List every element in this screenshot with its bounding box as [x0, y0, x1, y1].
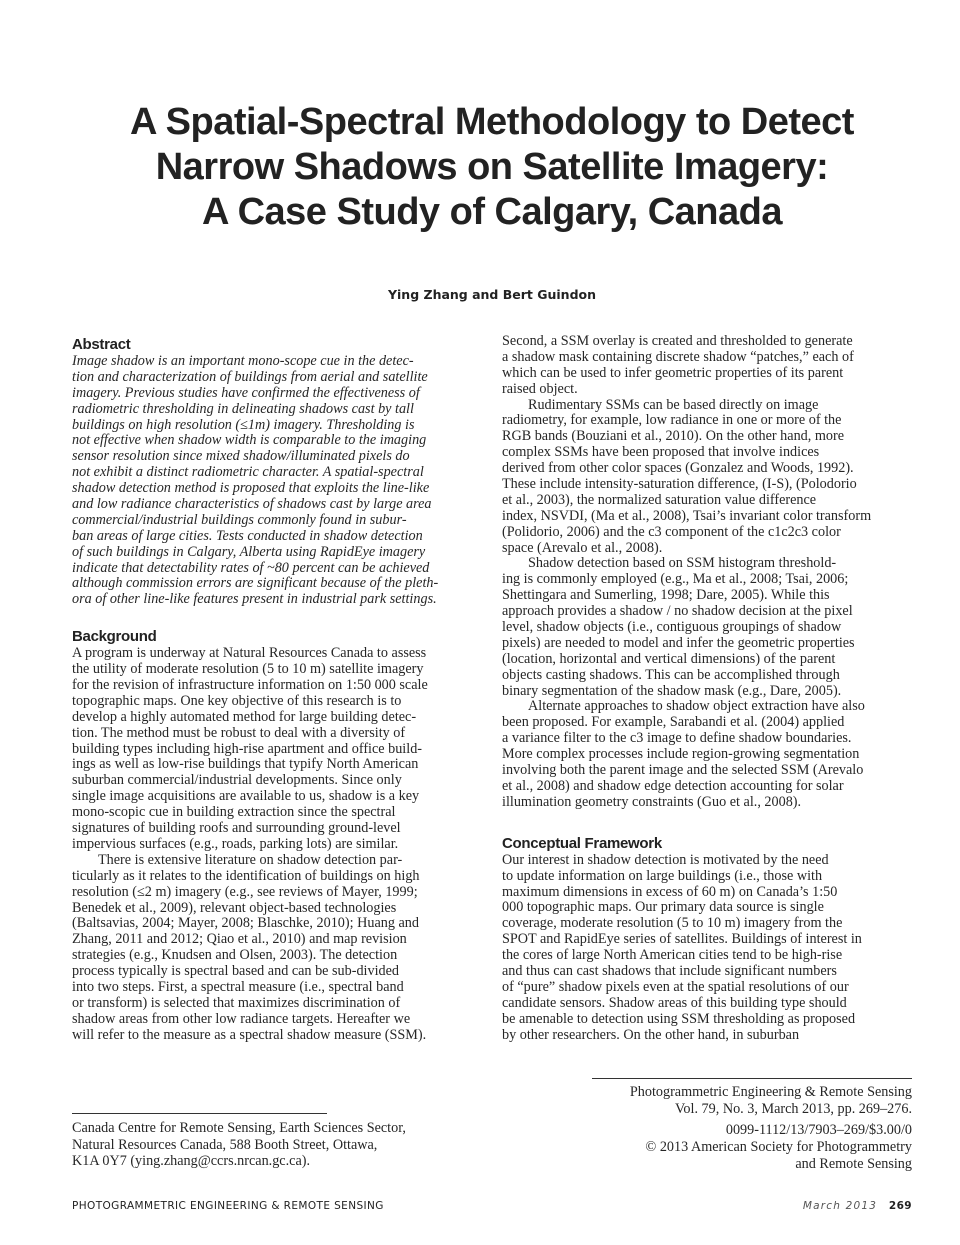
text-line: (Baltsavias, 2004; Mayer, 2008; Blaschke, 2010); Huang and — [72, 915, 419, 932]
text-line: signatures of building roofs and surrounding ground-level — [72, 820, 401, 837]
abstract-text — [72, 354, 478, 608]
background-heading: Background — [72, 628, 157, 646]
text-line: binary segmentation of the shadow mask (e.g., Dare, 2005). — [502, 682, 842, 699]
text-line: et al., 2008) and shadow edge detection accounting for solar — [502, 777, 844, 794]
text-line: the utility of moderate resolution (5 to 10 m) satellite imagery — [72, 661, 424, 678]
text-line: not effective when shadow width is comparable to the imaging — [72, 432, 427, 449]
text-line: impervious surfaces (e.g., roads, parking lots) are similar. — [72, 835, 399, 852]
right-column — [502, 334, 908, 1043]
text-line: indicate that detectability rates of ~80 percent can be achieved — [72, 559, 430, 576]
text-line: involving both the parent image and the selected SSM (Arevalo — [502, 762, 864, 779]
text-line: A program is underway at Natural Resources Canada to assess — [72, 645, 427, 662]
text-line: and low radiance characteristics of shadows cast by large area — [72, 496, 432, 513]
text-line: topographic maps. One key objective of this research is to — [72, 692, 402, 709]
text-line: mono-scopic cue in building extraction since the spectral — [72, 804, 396, 821]
text-line: Vol. 79, No. 3, March 2013, pp. 269–276. — [675, 1101, 912, 1117]
text-line: radiometry, for example, low radiance in one or more of the — [502, 412, 842, 429]
title-line: A Spatial-Spectral Methodology to Detect — [130, 101, 854, 143]
text-line: Canada Centre for Remote Sensing, Earth Sciences Sector, — [72, 1120, 406, 1136]
text-line: illumination geometry constraints (Guo et al., 2008). — [502, 793, 802, 810]
author-names: Ying Zhang and Bert Guindon — [387, 287, 597, 302]
text-line: K1A 0Y7 (ying.zhang@ccrs.nrcan.gc.ca). — [72, 1153, 311, 1169]
text-line: et al., 2003), the normalized saturation value difference — [502, 491, 817, 508]
text-line: and Remote Sensing — [795, 1156, 912, 1172]
text-line: process typically is spectral based and can be sub-divided — [72, 963, 399, 980]
text-line: 000 topographic maps. Our primary data source is single — [502, 899, 824, 916]
text-line: a variance filter to the c3 image to define shadow boundaries. — [502, 730, 852, 747]
text-line: index, NSVDI, (Ma et al., 2008), Tsai’s invariant color transform — [502, 507, 872, 524]
text-line: coverage, moderate resolution (5 to 10 m) imagery from the — [502, 915, 843, 932]
conceptual-text — [502, 853, 908, 1044]
text-line: 0099-1112/13/7903–269/$3.00/0 — [725, 1122, 912, 1138]
page-number: 269 — [888, 1200, 912, 1212]
text-line: of “pure” shadow pixels even at the spatial resolutions of our — [502, 978, 849, 995]
article-title — [72, 100, 912, 235]
text-line: Natural Resources Canada, 588 Booth Street, Ottawa, — [72, 1136, 378, 1153]
text-line: Photogrammetric Engineering & Remote Sensing — [629, 1084, 912, 1100]
text-line: which can be used to infer geometric properties of its parent — [502, 364, 844, 381]
text-line: ticularly as it relates to the identification of buildings on high — [72, 867, 420, 884]
issue-month: March 2013 — [802, 1200, 878, 1212]
text-line: been proposed. For example, Sarabandi et al. (2004) applied — [502, 714, 845, 731]
text-line: by other researchers. On the other hand, in suburban — [502, 1026, 800, 1043]
text-line: derived from other color spaces (Gonzalez and Woods, 1992). — [502, 460, 854, 477]
text-line: (Polidorio, 2006) and the c3 component of the c1c2c3 color — [502, 523, 841, 540]
text-line: radiometric thresholding in delineating shadows cast by tall — [72, 400, 414, 417]
text-line: Image shadow is an important mono-scope cue in the detec- — [72, 353, 414, 369]
text-line: for the revision of infrastructure information on 1:50 000 scale — [72, 677, 428, 694]
text-line: the cores of large North American cities tend to be high-rise — [502, 947, 843, 964]
journal-citation — [560, 1084, 912, 1173]
text-line: shadow areas from other low radiance targets. Hereafter we — [72, 1010, 411, 1027]
text-line: a shadow mask containing discrete shadow “patches,” each of — [502, 348, 854, 365]
running-footer-journal: PHOTOGRAMMETRIC ENGINEERING & REMOTE SENSING — [72, 1200, 384, 1212]
text-line: Shettingara and Sumerling, 1998; Dare, 2005). While this — [502, 587, 830, 604]
text-line: to update information on large buildings (i.e., those with — [502, 867, 823, 884]
running-footer-page-info — [803, 1200, 912, 1212]
text-line: although commission errors are significant because of the pleth- — [72, 575, 439, 592]
text-line: tion. The method must be robust to deal with a diversity of — [72, 724, 406, 741]
text-line: ing is commonly employed (e.g., Ma et al., 2008; Tsai, 2006; — [502, 571, 849, 588]
text-line: Shadow detection based on SSM histogram threshold- — [528, 555, 837, 572]
text-line: complex SSMs have been proposed that involve indices — [502, 444, 820, 461]
text-line: Zhang, 2011 and 2012; Qiao et al., 2010) and map revision — [72, 931, 407, 948]
author-affiliation-footnote — [72, 1120, 472, 1170]
text-line: There is extensive literature on shadow detection par- — [98, 851, 403, 868]
text-line: These include intensity-saturation difference, (I-S), (Polodorio — [502, 476, 857, 493]
text-line: approach provides a shadow / no shadow decision at the pixel — [502, 603, 853, 620]
text-line: and thus can cast shadows that include significant numbers — [502, 962, 837, 979]
text-line: level, shadow objects (i.e., contiguous groupings of shadow — [502, 619, 842, 636]
text-line: buildings on high resolution (≤1m) imagery. Thresholding is — [72, 416, 415, 433]
text-line: space (Arevalo et al., 2008). — [502, 539, 663, 556]
text-line: or transform) is selected that maximizes discrimination of — [72, 994, 401, 1011]
text-line: develop a highly automated method for large building detec- — [72, 708, 417, 725]
text-line: Benedek et al., 2009), relevant object-based technologies — [72, 899, 397, 916]
left-column — [72, 334, 478, 1044]
text-line: tion and characterization of buildings from aerial and satellite — [72, 368, 428, 385]
text-line: raised object. — [502, 380, 578, 397]
text-line: Our interest in shadow detection is motivated by the need — [502, 851, 829, 868]
text-line: will refer to the measure as a spectral shadow measure (SSM). — [72, 1026, 427, 1043]
text-line: imagery. Previous studies have confirmed the effectiveness of — [72, 384, 420, 401]
text-line: Second, a SSM overlay is created and thresholded to generate — [502, 333, 853, 349]
text-line: maximum dimensions in excess of 60 m) on Canada’s 1:50 — [502, 883, 838, 900]
title-line: A Case Study of Calgary, Canada — [202, 191, 782, 233]
text-line: ban areas of large cities. Tests conducted in shadow detection — [72, 527, 423, 544]
text-line: single image acquisitions are available to us, shadow is a key — [72, 788, 420, 805]
text-line: not exhibit a distinct radiometric character. A spatial-spectral — [72, 464, 424, 481]
text-line: (location, horizontal and vertical dimensions) of the parent — [502, 650, 836, 667]
text-line: RGB bands (Bouziani et al., 2010). On the other hand, more — [502, 428, 845, 445]
text-line: shadow detection method is proposed that exploits the line-like — [72, 480, 430, 497]
text-line: More complex processes include region-growing segmentation — [502, 746, 860, 763]
conceptual-framework-heading: Conceptual Framework — [502, 834, 662, 852]
text-line: objects casting shadows. This can be accomplished through — [502, 666, 840, 683]
text-line: resolution (≤2 m) imagery (e.g., see reviews of Mayer, 1999; — [72, 883, 418, 900]
text-line: pixels) are needed to model and infer the geometric properties — [502, 634, 855, 651]
right-text — [502, 334, 908, 811]
text-line: © 2013 American Society for Photogrammetry — [645, 1139, 912, 1155]
text-line: sensor resolution since mixed shadow/illuminated pixels do — [72, 448, 410, 465]
text-line: SPOT and RapidEye series of satellites. Buildings of interest in — [502, 931, 862, 948]
text-line: ora of other line-like features present in industrial park settings. — [72, 591, 437, 608]
text-line: into two steps. First, a spectral measure (i.e., spectral band — [72, 978, 404, 995]
text-line: ings as well as low-rise buildings that typify North American — [72, 756, 419, 773]
journal-info-divider — [592, 1078, 912, 1079]
text-line: of such buildings in Calgary, Alberta using RapidEye imagery — [72, 543, 426, 560]
text-line: Alternate approaches to shadow object extraction have also — [528, 698, 865, 715]
text-line: building types including high-rise apartment and office build- — [72, 740, 423, 757]
text-line: commercial/industrial buildings commonly found in subur- — [72, 511, 407, 528]
text-line: strategies (e.g., Knudsen and Olsen, 2003). The detection — [72, 947, 398, 964]
text-line: Rudimentary SSMs can be based directly on image — [528, 396, 819, 413]
background-text — [72, 646, 478, 1043]
text-line: suburban commercial/industrial developments. Since only — [72, 772, 402, 789]
text-line: be amenable to detection using SSM thresholding as proposed — [502, 1010, 856, 1027]
footnote-divider — [72, 1113, 327, 1114]
abstract-heading: Abstract — [72, 336, 131, 353]
title-line: Narrow Shadows on Satellite Imagery: — [155, 146, 829, 188]
text-line: candidate sensors. Shadow areas of this building type should — [502, 994, 847, 1011]
